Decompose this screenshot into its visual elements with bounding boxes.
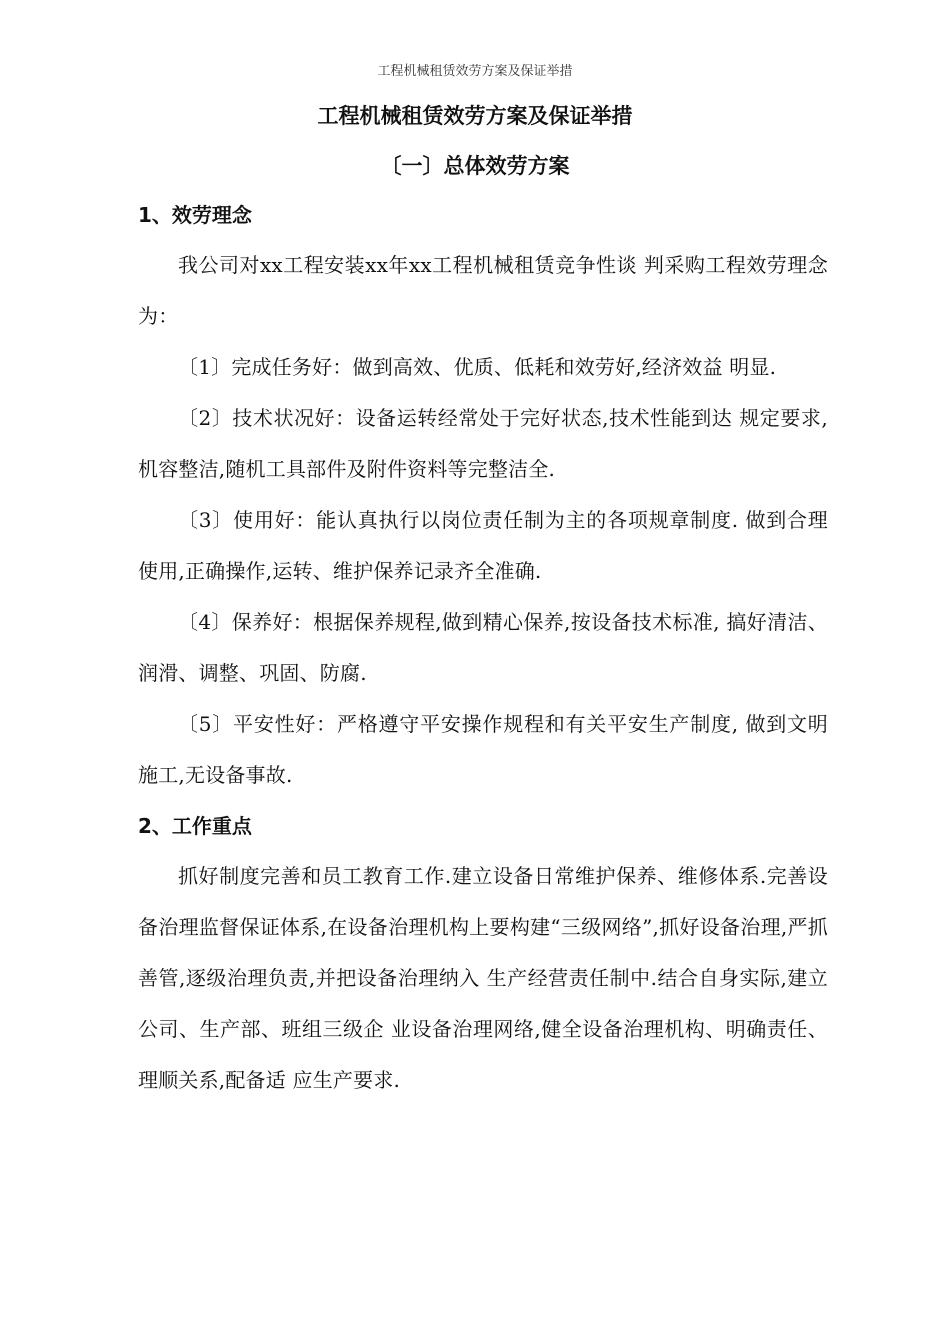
paragraph-intro: 我公司对xx工程安装xx年xx工程机械租赁竞争性谈 判采购工程效劳理念为： — [138, 253, 828, 328]
document-body — [138, 190, 828, 1106]
paragraph-work-focus: 抓好制度完善和员工教育工作.建立设备日常维护保养、维修体系.完善设备治理监督保证体系,在设备治理机构上要构建“三级网络”,抓好设备治理,严抓善管,逐级治理负责,并把设备治理纳入 生产经营责任制中.结合自身实际,建立公司、生产部、班组三级企 业设备治理网络,健全设备治理机构、明确责任、理顺关系,配备适 应生产要求. — [138, 864, 828, 1092]
heading-service-concept: 1、效劳理念 — [138, 203, 252, 227]
document-title: 工程机械租赁效劳方案及保证举措 — [317, 104, 633, 128]
list-item: 〔2〕技术状况好：设备运转经常处于完好状态,技术性能到达 规定要求,机容整洁,随机工具部件及附件资料等完整洁全. — [138, 406, 828, 481]
list-item: 〔3〕使用好：能认真执行以岗位责任制为主的各项规章制度. 做到合理使用,正确操作,运转、维护保养记录齐全准确. — [138, 508, 828, 583]
section-title: 〔一〕总体效劳方案 — [380, 154, 570, 178]
running-header: 工程机械租赁效劳方案及保证举措 — [377, 64, 573, 79]
list-item: 〔4〕保养好：根据保养规程,做到精心保养,按设备技术标准, 搞好清洁、润滑、调整、巩固、防腐. — [138, 610, 828, 685]
list-item: 〔5〕平安性好：严格遵守平安操作规程和有关平安生产制度, 做到文明施工,无设备事故. — [138, 712, 828, 787]
list-item: 〔1〕完成任务好：做到高效、优质、低耗和效劳好,经济效益 明显. — [178, 355, 777, 379]
heading-work-focus: 2、工作重点 — [138, 814, 252, 838]
